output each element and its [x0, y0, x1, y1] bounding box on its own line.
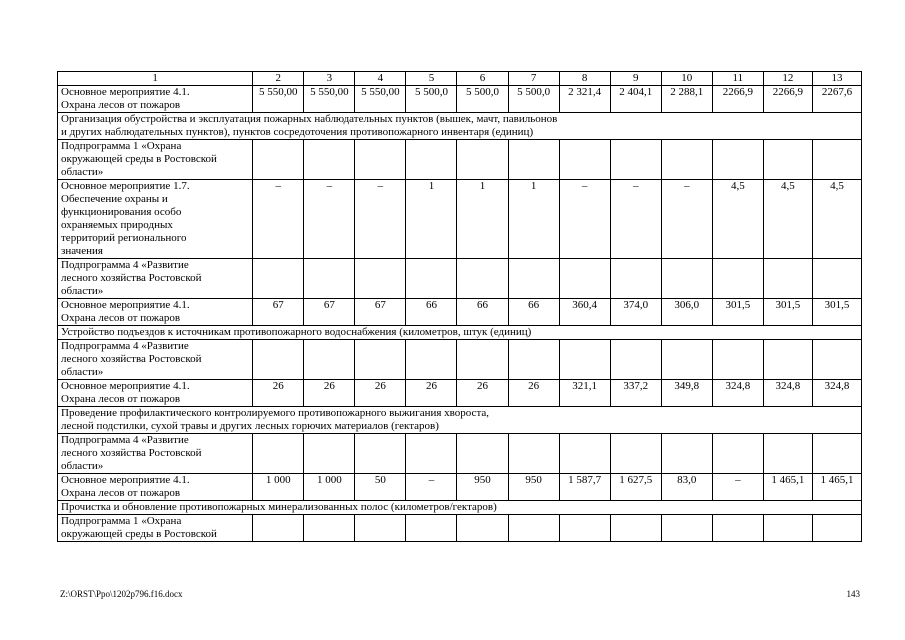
document-path: Z:\ORST\Ppo\1202p796.f16.docx	[60, 589, 183, 599]
value-cell: 67	[355, 299, 406, 326]
header-cell: 8	[559, 72, 610, 86]
value-cell: 1	[406, 180, 457, 259]
table-row	[58, 434, 862, 474]
header-cell: 12	[763, 72, 812, 86]
value-cell: 1	[457, 180, 508, 259]
value-cell: 950	[457, 474, 508, 501]
value-cell: 321,1	[559, 380, 610, 407]
table-row	[58, 380, 862, 407]
value-cell	[253, 434, 304, 474]
value-cell: 4,5	[763, 180, 812, 259]
value-cell	[712, 259, 763, 299]
section-row	[58, 326, 862, 340]
table-row	[58, 180, 862, 259]
table-row	[58, 515, 862, 542]
row-label: Основное мероприятие 4.1. Охрана лесов от пожаров	[58, 474, 253, 501]
value-cell: 374,0	[610, 299, 661, 326]
section-heading: Прочистка и обновление противопожарных минерализованных полос (километров/гектаров)	[58, 501, 862, 515]
value-cell	[457, 434, 508, 474]
value-cell	[610, 434, 661, 474]
value-cell: –	[355, 180, 406, 259]
header-cell: 3	[304, 72, 355, 86]
value-cell: 5 500,0	[508, 86, 559, 113]
row-label: Подпрограмма 1 «Охрана окружающей среды в Ростовской области»	[58, 140, 253, 180]
value-cell: 4,5	[712, 180, 763, 259]
value-cell	[304, 434, 355, 474]
value-cell: 5 550,00	[304, 86, 355, 113]
value-cell: 301,5	[763, 299, 812, 326]
value-cell: 26	[508, 380, 559, 407]
value-cell: 50	[355, 474, 406, 501]
value-cell: 26	[457, 380, 508, 407]
row-label: Подпрограмма 1 «Охрана окружающей среды в Ростовской	[58, 515, 253, 542]
value-cell: –	[253, 180, 304, 259]
value-cell	[559, 515, 610, 542]
value-cell: 5 550,00	[253, 86, 304, 113]
section-row	[58, 407, 862, 434]
row-label: Подпрограмма 4 «Развитие лесного хозяйства Ростовской области»	[58, 259, 253, 299]
value-cell	[355, 140, 406, 180]
value-cell: 349,8	[661, 380, 712, 407]
header-cell: 2	[253, 72, 304, 86]
section-heading: Организация обустройства и эксплуатация пожарных наблюдательных пунктов (вышек, мачт, павильонов и других наблюдательных пунктов), пунктов сосредоточения противопожарного инвентаря (единиц)	[58, 113, 862, 140]
value-cell	[457, 140, 508, 180]
value-cell	[253, 340, 304, 380]
header-cell: 4	[355, 72, 406, 86]
value-cell	[712, 515, 763, 542]
value-cell: 5 500,0	[457, 86, 508, 113]
value-cell	[763, 140, 812, 180]
value-cell: 2266,9	[712, 86, 763, 113]
section-row	[58, 501, 862, 515]
value-cell: 1 000	[253, 474, 304, 501]
table-row	[58, 299, 862, 326]
value-cell: 1 000	[304, 474, 355, 501]
value-cell	[610, 515, 661, 542]
value-cell: 2266,9	[763, 86, 812, 113]
value-cell: 1 465,1	[763, 474, 812, 501]
value-cell: –	[304, 180, 355, 259]
value-cell	[763, 434, 812, 474]
section-heading: Проведение профилактического контролируемого противопожарного выжигания хвороста, лесной подстилки, сухой травы и других лесных горючих материалов (гектаров)	[58, 407, 862, 434]
header-cell: 7	[508, 72, 559, 86]
value-cell: 2 321,4	[559, 86, 610, 113]
value-cell	[406, 140, 457, 180]
program-indicators-table	[57, 71, 862, 542]
value-cell: 26	[304, 380, 355, 407]
value-cell	[508, 515, 559, 542]
value-cell: 2 404,1	[610, 86, 661, 113]
value-cell: 4,5	[812, 180, 861, 259]
value-cell	[304, 140, 355, 180]
page-number: 143	[846, 589, 860, 599]
value-cell	[253, 140, 304, 180]
value-cell	[812, 434, 861, 474]
value-cell: 67	[253, 299, 304, 326]
value-cell	[763, 515, 812, 542]
value-cell: 26	[253, 380, 304, 407]
row-label: Подпрограмма 4 «Развитие лесного хозяйства Ростовской области»	[58, 340, 253, 380]
value-cell: 1 465,1	[812, 474, 861, 501]
value-cell	[253, 515, 304, 542]
value-cell	[304, 515, 355, 542]
table-row	[58, 340, 862, 380]
value-cell	[661, 140, 712, 180]
row-label: Основное мероприятие 4.1. Охрана лесов от пожаров	[58, 380, 253, 407]
value-cell	[508, 140, 559, 180]
value-cell	[304, 259, 355, 299]
value-cell	[457, 515, 508, 542]
row-label: Основное мероприятие 1.7. Обеспечение охраны и функционирования особо охраняемых природных территорий регионального значения	[58, 180, 253, 259]
value-cell: –	[712, 474, 763, 501]
header-cell: 11	[712, 72, 763, 86]
header-cell: 10	[661, 72, 712, 86]
value-cell: 324,8	[812, 380, 861, 407]
row-label: Подпрограмма 4 «Развитие лесного хозяйства Ростовской области»	[58, 434, 253, 474]
value-cell: 1 587,7	[559, 474, 610, 501]
value-cell: 66	[406, 299, 457, 326]
value-cell: 1 627,5	[610, 474, 661, 501]
value-cell	[712, 434, 763, 474]
value-cell: 66	[457, 299, 508, 326]
value-cell	[812, 515, 861, 542]
row-label: Основное мероприятие 4.1. Охрана лесов от пожаров	[58, 86, 253, 113]
value-cell: 324,8	[712, 380, 763, 407]
value-cell	[812, 140, 861, 180]
value-cell	[253, 259, 304, 299]
value-cell	[661, 434, 712, 474]
value-cell	[406, 434, 457, 474]
value-cell: –	[661, 180, 712, 259]
value-cell	[610, 340, 661, 380]
value-cell	[712, 340, 763, 380]
value-cell	[763, 259, 812, 299]
section-heading: Устройство подъездов к источникам противопожарного водоснабжения (километров, штук (единиц)	[58, 326, 862, 340]
value-cell	[457, 340, 508, 380]
value-cell: 83,0	[661, 474, 712, 501]
value-cell: 67	[304, 299, 355, 326]
header-cell: 1	[58, 72, 253, 86]
value-cell	[559, 434, 610, 474]
value-cell: 2 288,1	[661, 86, 712, 113]
value-cell	[559, 340, 610, 380]
value-cell	[712, 140, 763, 180]
header-cell: 13	[812, 72, 861, 86]
value-cell: 26	[406, 380, 457, 407]
section-row	[58, 113, 862, 140]
value-cell	[508, 259, 559, 299]
value-cell: 306,0	[661, 299, 712, 326]
value-cell	[355, 340, 406, 380]
value-cell: 5 500,0	[406, 86, 457, 113]
table-row	[58, 140, 862, 180]
value-cell: 301,5	[812, 299, 861, 326]
value-cell	[508, 434, 559, 474]
value-cell	[457, 259, 508, 299]
table-row	[58, 86, 862, 113]
value-cell: –	[610, 180, 661, 259]
value-cell	[304, 340, 355, 380]
value-cell	[355, 434, 406, 474]
value-cell: 1	[508, 180, 559, 259]
value-cell: 66	[508, 299, 559, 326]
value-cell	[559, 259, 610, 299]
value-cell	[406, 259, 457, 299]
value-cell: –	[559, 180, 610, 259]
value-cell: 360,4	[559, 299, 610, 326]
value-cell: –	[406, 474, 457, 501]
value-cell	[661, 259, 712, 299]
header-cell: 5	[406, 72, 457, 86]
table-row	[58, 474, 862, 501]
value-cell	[406, 340, 457, 380]
value-cell: 324,8	[763, 380, 812, 407]
row-label: Основное мероприятие 4.1. Охрана лесов от пожаров	[58, 299, 253, 326]
value-cell	[355, 515, 406, 542]
value-cell	[661, 515, 712, 542]
table-row	[58, 259, 862, 299]
value-cell	[559, 140, 610, 180]
value-cell: 2267,6	[812, 86, 861, 113]
value-cell	[406, 515, 457, 542]
header-row	[58, 72, 862, 86]
value-cell: 337,2	[610, 380, 661, 407]
value-cell: 301,5	[712, 299, 763, 326]
value-cell	[610, 140, 661, 180]
value-cell: 950	[508, 474, 559, 501]
value-cell	[661, 340, 712, 380]
value-cell: 5 550,00	[355, 86, 406, 113]
header-cell: 9	[610, 72, 661, 86]
value-cell	[812, 340, 861, 380]
table-body	[58, 72, 862, 542]
value-cell	[763, 340, 812, 380]
value-cell	[610, 259, 661, 299]
value-cell	[508, 340, 559, 380]
value-cell: 26	[355, 380, 406, 407]
value-cell	[812, 259, 861, 299]
value-cell	[355, 259, 406, 299]
header-cell: 6	[457, 72, 508, 86]
